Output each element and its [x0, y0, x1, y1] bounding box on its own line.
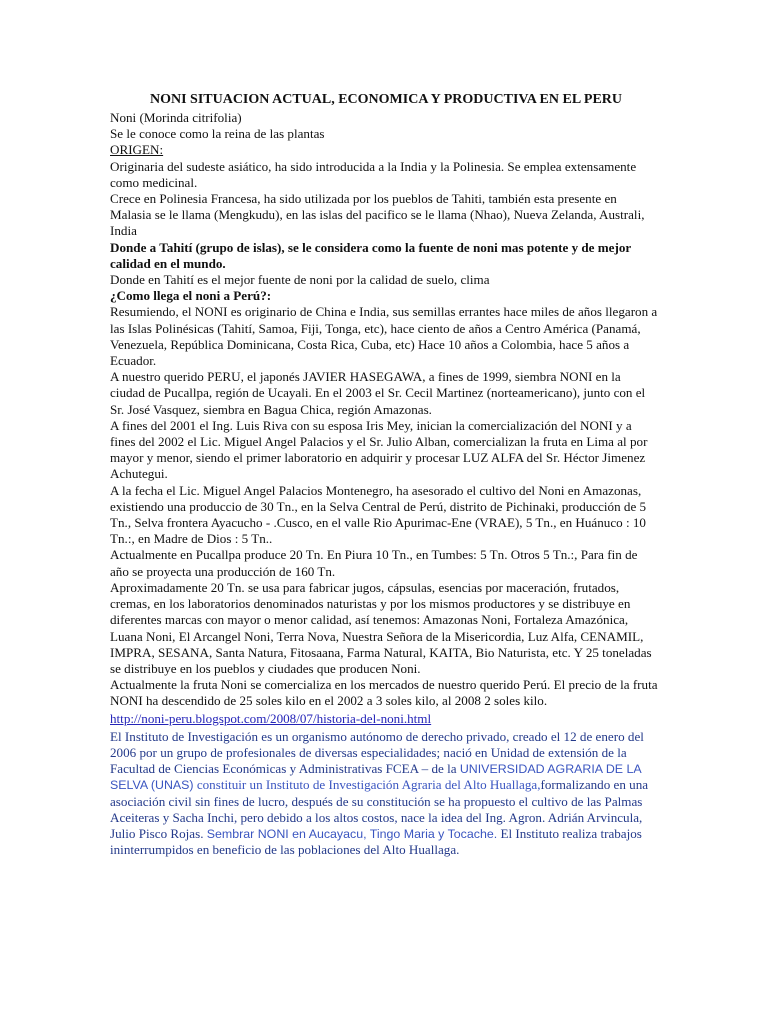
institute-text-3: formalizando en una asociación civil sin fines de lucro, después de su constitución se ha propuesto el cultivo de las Palmas Aceiteras y Sacha Inchi, pero debido a los altos costos, nace la idea del Ing. Agron. Adrián Arvincula, Julio Pisco Rojas. — [110, 777, 649, 841]
institute-paragraph — [110, 729, 658, 859]
summary-paragraph: Resumiendo, el NONI es originario de China e India, sus semillas errantes hace miles de años llegaron a las Islas Polinésicas (Tahití, Samoa, Fiji, Tonga, etc), hace ciento de años a Centro América (Panamá, Venezuela, República Dominicana, Costa Rica, Cuba, etc) Hace 10 años a Colombia, hace 5 años a Ecuador. — [110, 304, 658, 369]
unas-name: UNIVERSIDAD AGRARIA DE LA SELVA (UNAS) — [110, 762, 641, 793]
current-production-paragraph: Actualmente en Pucallpa produce 20 Tn. En Piura 10 Tn., en Tumbes: 5 Tn. Otros 5 Tn.:, Para fin de año se proyecta una producción de 160 Tn. — [110, 547, 638, 579]
tahiti-paragraph: Donde en Tahití es el mejor fuente de noni por la calidad de suelo, clima — [110, 272, 490, 288]
document-title: NONI SITUACION ACTUAL, ECONOMICA Y PRODUCTIVA EN EL PERU — [149, 92, 623, 107]
scientific-name-line: Noni (Morinda citrifolia) — [110, 110, 242, 125]
origin-paragraph-2: Crece en Polinesia Francesa, ha sido utilizada por los pueblos de Tahiti, también esta presente en Malasia se le llama (Mengkudu), en las islas del pacifico se le llama (Nhao), Nueva Zelanda, Australi, India — [110, 191, 645, 239]
nickname-line: Se le conoce como la reina de las plantas — [110, 126, 325, 142]
tahiti-bold-paragraph: Donde a Tahití (grupo de islas), se le considera como la fuente de noni mas potente y de mejor calidad en el mundo. — [110, 239, 631, 271]
sembrar-text: Sembrar NONI en Aucayacu, Tingo Maria y Tocache. — [206, 826, 498, 841]
document-page — [110, 91, 658, 858]
brands-paragraph: Aproximadamente 20 Tn. se usa para fabricar jugos, cápsulas, esencias por maceración, frutados, cremas, en los laboratorios denominados naturistas y por los mismos productores y se distribuye en diferentes marcas con mayor o menor calidad, así tenemos: Amazonas Noni, Fortaleza Amazónica, Luana Noni, El Arcangel Noni, Terra Nova, Nuestra Señora de la Misericordia, Luz Alfa, CENAMIL, IMPRA, SESANA, Santa Natura, Fitosaana, Farma Natural, KAITA, Bio Naturista, etc. Y 25 toneladas se distribuye en los pueblos y ciudades que producen Noni. — [110, 579, 652, 676]
source-link-line — [110, 711, 658, 727]
peru-paragraph: A nuestro querido PERU, el japonés JAVIER HASEGAWA, a fines de 1999, siembra NONI en la ciudad de Pucallpa, región de Ucayali. En el 2003 el Sr. Cecil Martinez (norteamericano), junto con el Sr. José Vasquez, siembra en Bagua Chica, región Amazonas. — [110, 369, 646, 417]
institute-text-4: El Instituto realiza trabajos ininterrumpidos en beneficio de las poblaciones del Alto Huallaga. — [110, 825, 642, 858]
origin-paragraph-1: Originaria del sudeste asiático, ha sido introducida a la India y la Polinesia. Se emplea extensamente como medicinal. — [110, 158, 637, 190]
arrival-heading: ¿Como llega el noni a Perú?: — [110, 288, 272, 304]
institute-text-1: El Instituto de Investigación es un organismo autónomo de derecho privado, creado el 12 de enero del 2006 por un grupo de profesionales de diversas especialidades; nació en Unidad de extensión de la Facultad de Ciencias Económicas y Administrativas FCEA – de la — [110, 728, 644, 777]
production-paragraph: A la fecha el Lic. Miguel Angel Palacios Montenegro, ha asesorado el cultivo del Noni en Amazonas, existiendo una produccio de 30 Tn., en la Selva Central de Perú, distrito de Pichinaki, producción de 5 Tn., Selva frontera Ayacucho - .Cusco, en el valle Rio Apurimac-Ene (VRAE), 5 Tn., en Huánuco : 10 Tn.:, en Madre de Dios : 5 Tn.. — [110, 482, 647, 547]
price-paragraph: Actualmente la fruta Noni se comercializa en los mercados de nuestro querido Perú. El precio de la fruta NONI ha descendido de 25 soles kilo en el 2002 a 3 soles kilo, al 2008 2 soles kilo. — [110, 677, 658, 709]
commercialization-paragraph: A fines del 2001 el Ing. Luis Riva con su esposa Iris Mey, inician la comercialización del NONI y a fines del 2002 el Lic. Miguel Angel Palacios y el Sr. Julio Alban, comercializan la fruta en Lima al por mayor y menor, siendo el primer laboratorio en adquirir y procesar LUZ ALFA del Sr. Héctor Jimenez Achutegui. — [110, 417, 648, 482]
source-link[interactable]: http://noni-peru.blogspot.com/2008/07/historia-del-noni.html — [110, 710, 432, 726]
institute-text-2: constituir un Instituto de Investigación Agraria del Alto Huallaga, — [196, 777, 541, 793]
origin-heading: ORIGEN: — [110, 142, 164, 158]
